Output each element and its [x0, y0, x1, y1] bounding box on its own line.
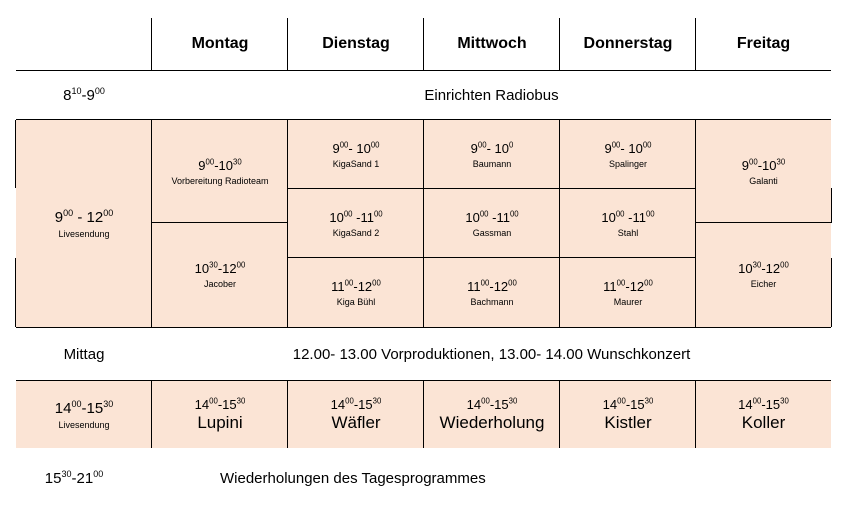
rule-col1-row2	[151, 120, 152, 327]
header-dienstag: Dienstag	[322, 35, 390, 52]
header-freitag: Freitag	[736, 35, 791, 52]
afternoon-slot-dienstag: $14^{00}-15^{30}$ Wäfler	[330, 396, 382, 432]
row4-label: Livesendung	[58, 419, 110, 430]
rule-col1-row4	[151, 381, 152, 448]
thu-slot-1: $9^{00}-$ $10^{00}$ Spalinger	[604, 140, 652, 169]
tue-slot-3: $11^{00}-12^{00}$ Kiga Bühl	[331, 278, 381, 307]
rule-header-bottom	[16, 70, 831, 71]
rule-col4-row4	[559, 381, 560, 448]
rule-mon-split	[152, 222, 288, 223]
row2-label: Livesendung	[58, 228, 110, 239]
row4-time: $14^{00}-15^{30}$ Livesendung	[54, 398, 114, 430]
afternoon-slot-freitag: $14^{00}-15^{30}$ Koller	[738, 396, 789, 432]
row3-text: 12.00- 13.00 Vorproduktionen, 13.00- 14.00 Wunschkonzert	[292, 345, 691, 363]
wed-slot-1: $9^{00}-$ $10^0$ Baumann	[470, 140, 514, 169]
rule-col4-row2	[559, 120, 560, 327]
thu-slot-3: $11^{00}-12^{00}$ Maurer	[603, 278, 653, 307]
row3-label: Mittag	[63, 345, 105, 363]
rule-col2-header	[287, 18, 288, 70]
afternoon-slot-mittwoch: $14^{00}-15^{30}$ Wiederholung	[439, 396, 545, 432]
row2-time: $9^{00} - 12^{00}$ Livesendung	[54, 207, 114, 239]
mon-slot-2: $10^{30}-12^{00}$ Jacober	[194, 260, 246, 289]
rule-col1-header	[151, 18, 152, 70]
row1-text: Einrichten Radiobus	[424, 86, 559, 104]
tue-slot-2: $10^{00}$ $-11^{00}$ KigaSand 2	[329, 209, 383, 238]
rule-col2-row2	[287, 120, 288, 327]
thu-slot-2: $10^{00}$ $-11^{00}$ Stahl	[601, 209, 655, 238]
rule-left-row2-bottom	[15, 258, 16, 327]
rule-fri-split	[696, 222, 831, 223]
fri-slot-1: $9^{00}-10^{30}$ Galanti	[741, 157, 786, 186]
rule-col3-header	[423, 18, 424, 70]
row5-time: $15^{30}-21^{00}$	[44, 468, 104, 487]
row1-time: $8^{10}-9^{00}$	[63, 85, 105, 104]
rule-row2-bottom	[16, 327, 831, 328]
afternoon-slot-donnerstag: $14^{00}-15^{30}$ Kistler	[602, 396, 654, 432]
header-montag: Montag	[191, 35, 249, 52]
rule-slot-split-1	[288, 188, 696, 189]
wed-slot-2: $10^{00}$ $-11^{00}$ Gassman	[465, 209, 519, 238]
rule-col5-row4	[695, 381, 696, 448]
rule-col4-header	[559, 18, 560, 70]
afternoon-slot-montag: $14^{00}-15^{30}$ Lupini	[194, 396, 246, 432]
row5-text: Wiederholungen des Tagesprogrammes	[220, 469, 486, 487]
rule-slot-split-2	[288, 257, 696, 258]
rule-right-row2	[831, 188, 832, 223]
rule-left-row2-top	[15, 120, 16, 188]
rule-col5-row2	[695, 120, 696, 327]
rule-col5-header	[695, 18, 696, 70]
rule-col2-row4	[287, 381, 288, 448]
tue-slot-1: $9^{00}-$ $10^{00}$ KigaSand 1	[332, 140, 380, 169]
wed-slot-3: $11^{00}-12^{00}$ Bachmann	[467, 278, 517, 307]
rule-right-row2-low	[831, 258, 832, 327]
header-donnerstag: Donnerstag	[583, 35, 673, 52]
header-mittwoch: Mittwoch	[457, 35, 527, 52]
fri-slot-2: $10^{30}-12^{00}$ Eicher	[738, 260, 789, 289]
mon-slot-1: $9^{00}-10^{30}$ Vorbereitung Radioteam	[171, 157, 269, 186]
rule-col3-row2	[423, 120, 424, 327]
rule-col3-row4	[423, 381, 424, 448]
